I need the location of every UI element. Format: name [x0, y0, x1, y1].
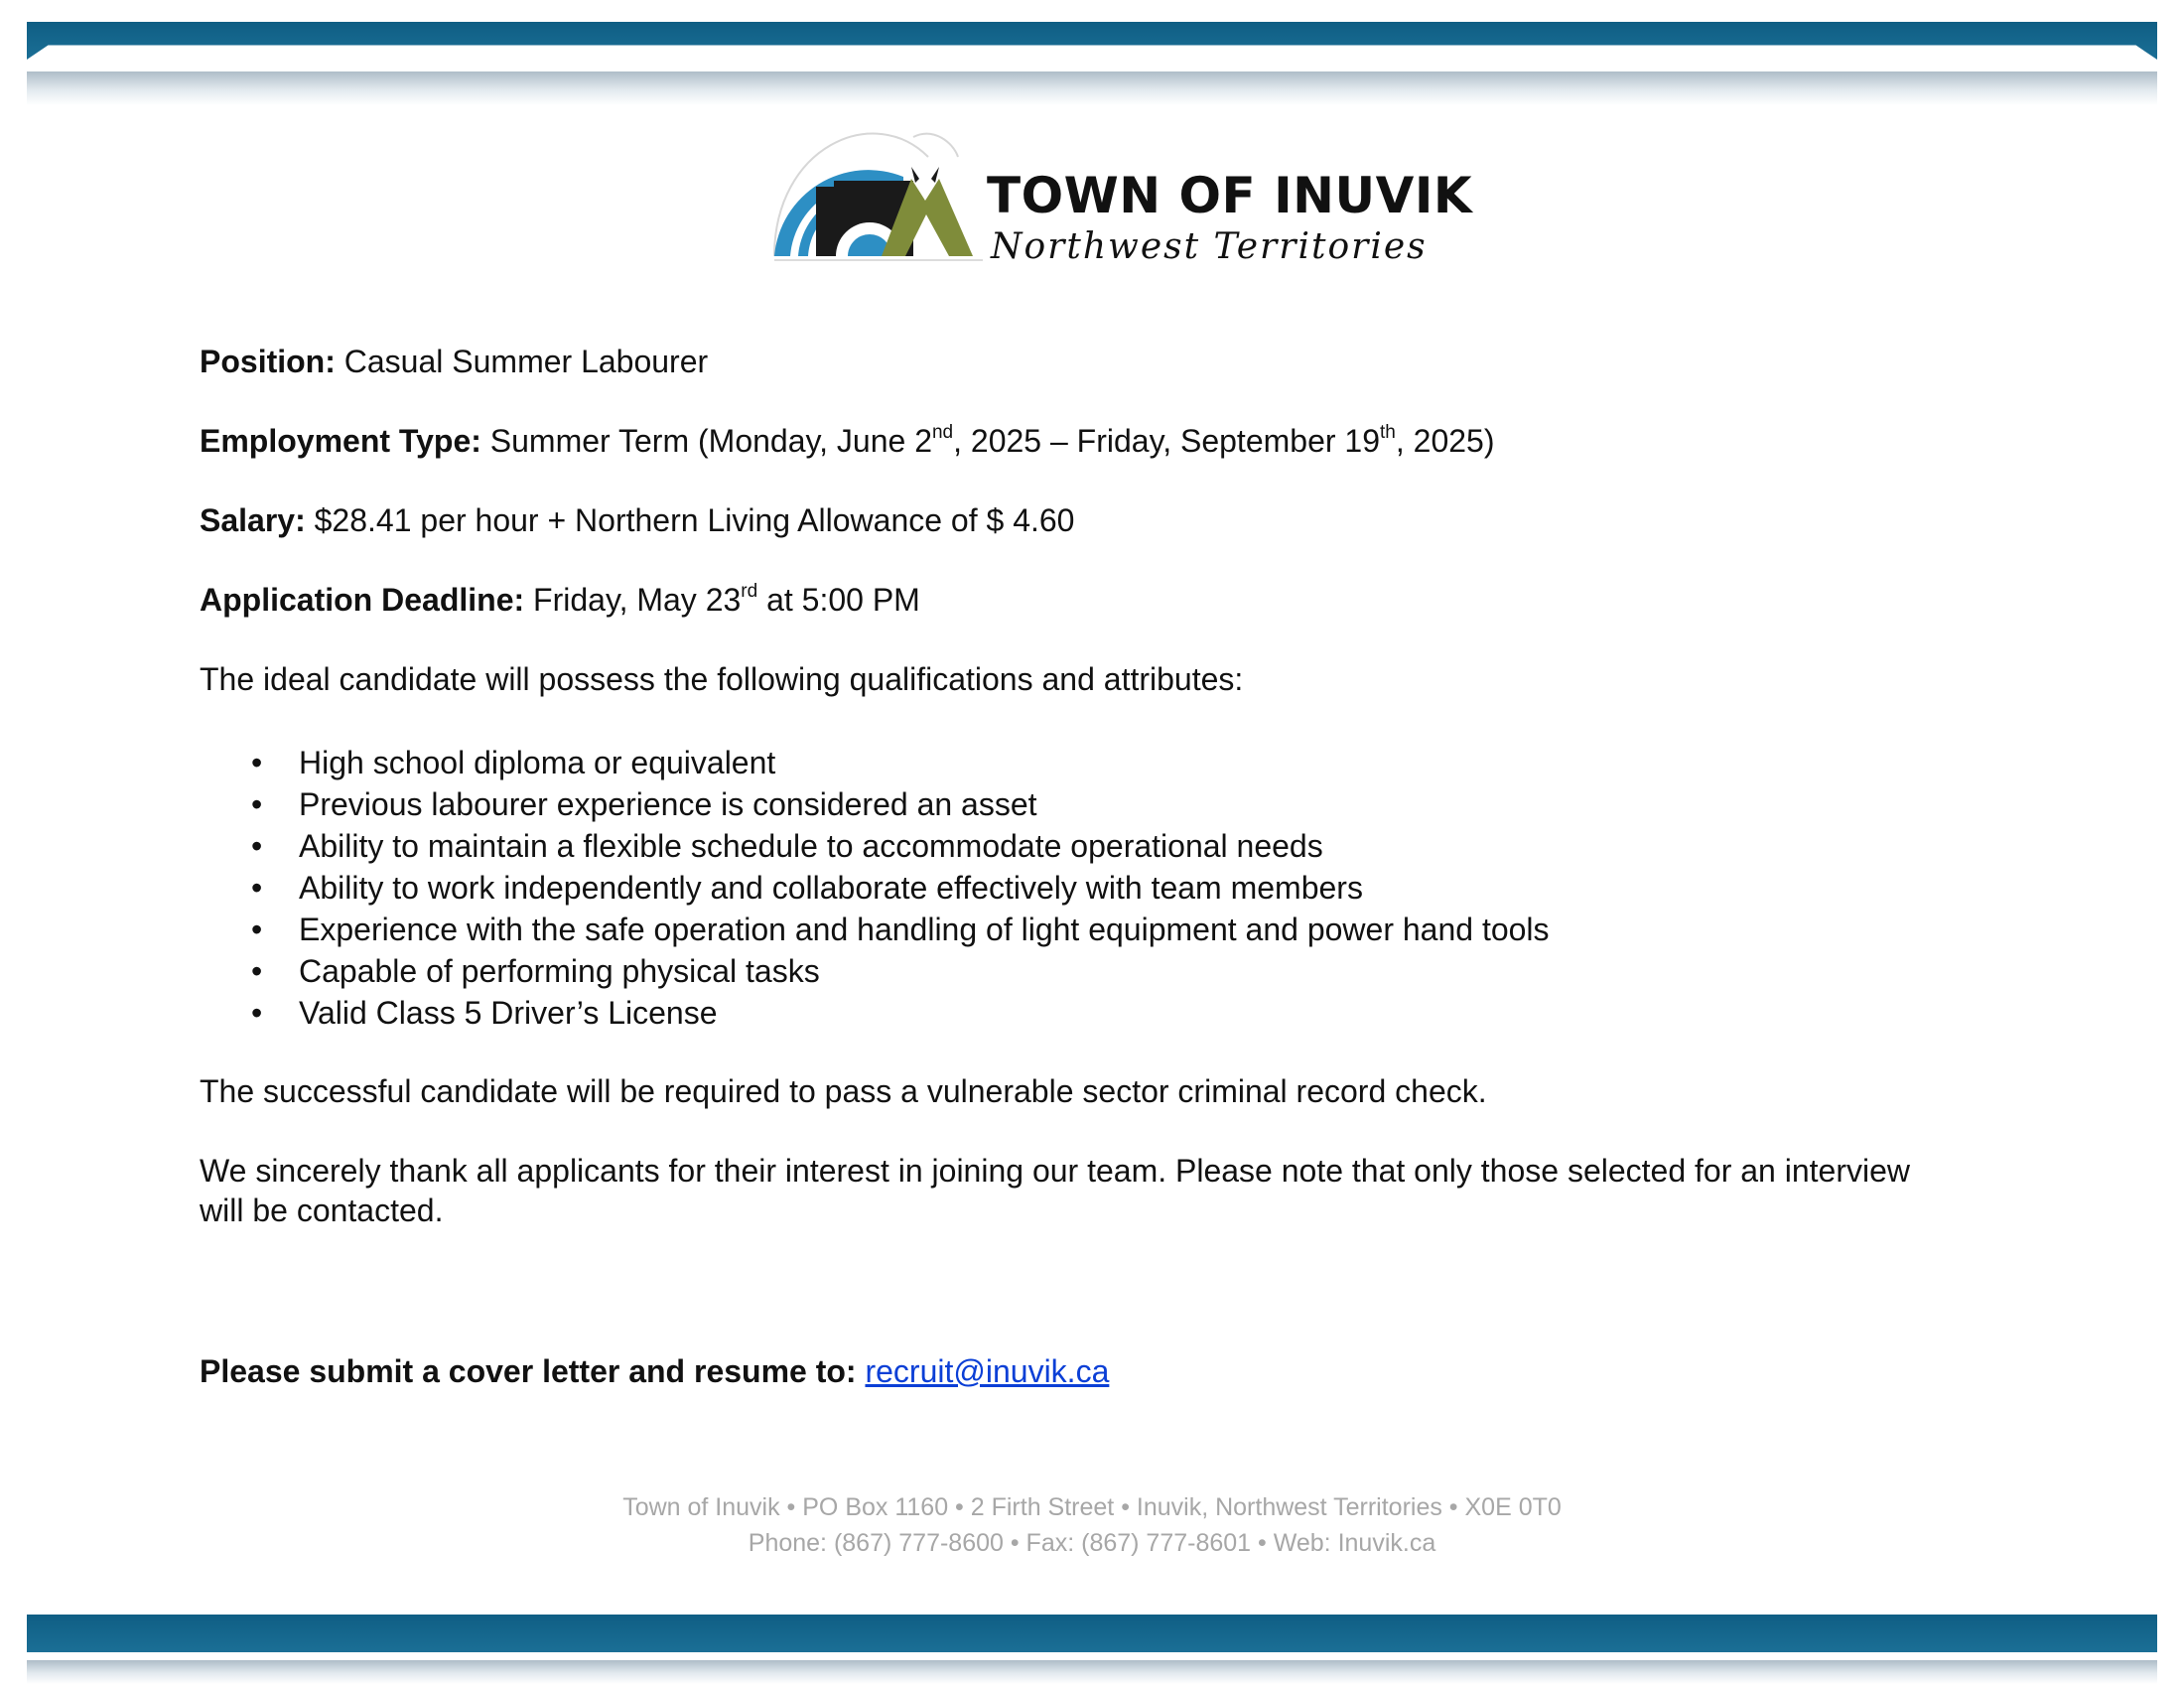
bullet-icon: •: [251, 786, 263, 822]
list-item-text: Previous labourer experience is considered an asset: [299, 786, 1037, 822]
bottom-band-shadow: [27, 1660, 2157, 1684]
qualifications-list: [200, 742, 1550, 1034]
list-item: [200, 992, 1550, 1034]
deadline-value-1: Friday, May 23: [533, 582, 742, 618]
deadline-line: [200, 580, 920, 620]
list-item: [200, 742, 1550, 783]
list-item-text: Capable of performing physical tasks: [299, 953, 820, 989]
bullet-icon: •: [251, 912, 263, 947]
submit-label: Please submit a cover letter and resume to:: [200, 1353, 857, 1389]
footer-address: Town of Inuvik • PO Box 1160 • 2 Firth Street • Inuvik, Northwest Territories • X0E 0T0: [622, 1493, 1562, 1521]
position-line: [200, 342, 708, 381]
logo-title: TOWN OF INUVIK: [987, 167, 1473, 224]
employment-type-label: Employment Type:: [200, 423, 481, 459]
employment-type-line: [200, 421, 1494, 461]
list-item: [200, 909, 1550, 950]
top-band-bar: [27, 22, 2157, 60]
employment-type-value-3: , 2025): [1395, 423, 1495, 459]
employment-type-sup-1: nd: [931, 422, 954, 443]
top-band-shadow: [27, 71, 2157, 105]
position-value: Casual Summer Labourer: [343, 344, 709, 379]
deadline-sup: rd: [741, 581, 758, 602]
employment-type-value-2: , 2025 – Friday, September 19: [953, 423, 1380, 459]
salary-line: [200, 500, 1074, 540]
deadline-value-2: at 5:00 PM: [757, 582, 920, 618]
list-item-text: High school diploma or equivalent: [299, 745, 776, 780]
bottom-band-bar: [27, 1615, 2157, 1652]
employment-type-sup-2: th: [1380, 422, 1396, 443]
qualifications-intro: The ideal candidate will possess the following qualifications and attributes:: [200, 661, 1244, 697]
criminal-check-note: The successful candidate will be required to pass a vulnerable sector criminal record check.: [200, 1073, 1487, 1109]
list-item-text: Experience with the safe operation and handling of light equipment and power hand tools: [299, 912, 1550, 947]
bullet-icon: •: [251, 995, 263, 1031]
bullet-icon: •: [251, 953, 263, 989]
list-item: [200, 867, 1550, 909]
recruit-email-link[interactable]: recruit@inuvik.ca: [865, 1353, 1110, 1389]
salary-label: Salary:: [200, 502, 306, 538]
thank-you-note: We sincerely thank all applicants for their interest in joining our team. Please note that only those selected for an interview will be contacted.: [200, 1153, 1910, 1228]
top-header-band: [27, 22, 2157, 105]
list-item-text: Valid Class 5 Driver’s License: [299, 995, 718, 1031]
list-item: [200, 950, 1550, 992]
inuvik-emblem-icon: [764, 107, 993, 286]
deadline-label: Application Deadline:: [200, 582, 525, 618]
position-label: Position:: [200, 344, 336, 379]
bullet-icon: •: [251, 745, 263, 780]
list-item: [200, 825, 1550, 867]
contact-footer: [0, 1489, 2184, 1561]
salary-value: $28.41 per hour + Northern Living Allowance of $ 4.60: [314, 502, 1075, 538]
submit-line: [200, 1351, 1109, 1391]
footer-contact: Phone: (867) 777-8600 • Fax: (867) 777-8601 • Web: Inuvik.ca: [748, 1529, 1436, 1557]
logo-subtitle: Northwest Territories: [991, 226, 1428, 267]
list-item-text: Ability to work independently and collaborate effectively with team members: [299, 870, 1363, 906]
bullet-icon: •: [251, 870, 263, 906]
employment-type-value-1: Summer Term (Monday, June 2: [489, 423, 932, 459]
list-item-text: Ability to maintain a flexible schedule to accommodate operational needs: [299, 828, 1323, 864]
list-item: [200, 783, 1550, 825]
town-logo: [764, 107, 1473, 286]
bullet-icon: •: [251, 828, 263, 864]
bottom-footer-band: [27, 1615, 2157, 1684]
